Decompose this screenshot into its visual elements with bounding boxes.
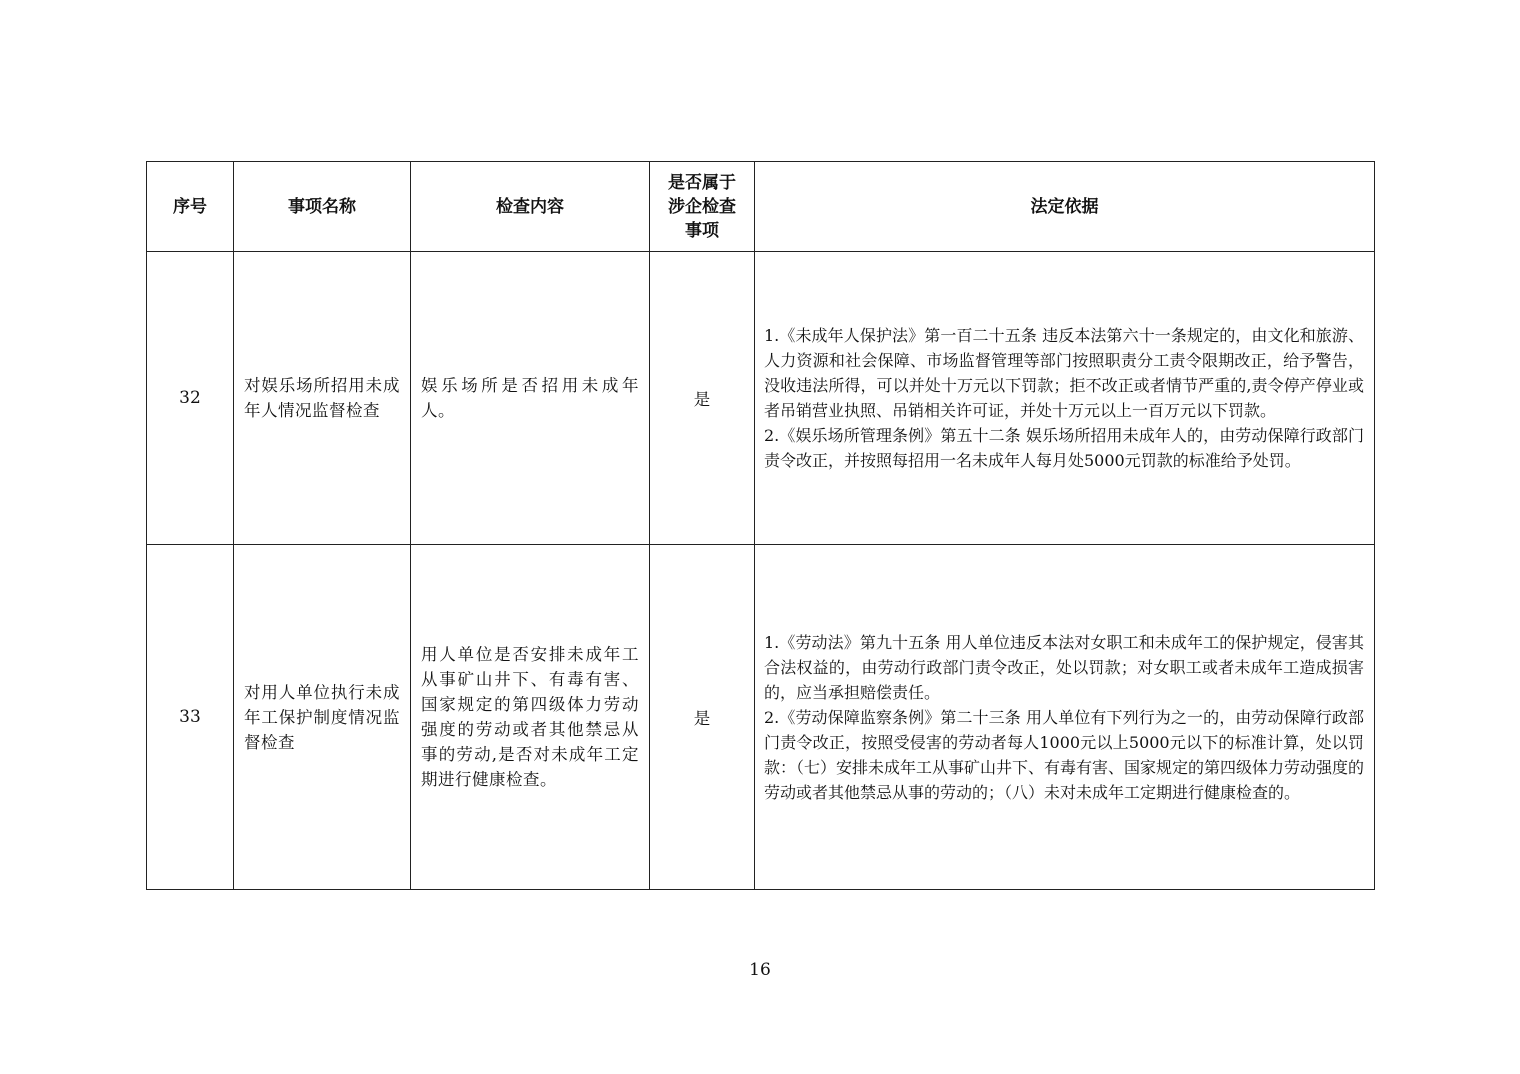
table-row <box>147 545 1375 890</box>
header-enterprise-related-label: 是否属于涉企检查事项 <box>668 172 736 241</box>
row-seq: 33 <box>147 545 234 890</box>
legal-basis-clause: 1.《劳动法》第九十五条 用人单位违反本法对女职工和未成年工的保护规定，侵害其合法权益的，由劳动行政部门责令改正，处以罚款；对女职工或者未成年工造成损害的，应当承担赔偿责任。 <box>764 632 1364 702</box>
table-row <box>147 252 1375 545</box>
row-check-content: 用人单位是否安排未成年工从事矿山井下、有毒有害、国家规定的第四级体力劳动强度的劳动或者其他禁忌从事的劳动,是否对未成年工定期进行健康检查。 <box>411 545 650 890</box>
legal-basis-clause: 2.《娱乐场所管理条例》第五十二条 娱乐场所招用未成年人的，由劳动保障行政部门责令改正，并按照每招用一名未成年人每月处5000元罚款的标准给予处罚。 <box>764 426 1364 470</box>
row-legal-basis <box>755 252 1375 545</box>
page-number: 16 <box>749 960 771 980</box>
header-seq: 序号 <box>147 162 234 252</box>
row-check-content: 娱乐场所是否招用未成年人。 <box>411 252 650 545</box>
legal-basis-clause: 2.《劳动保障监察条例》第二十三条 用人单位有下列行为之一的，由劳动保障行政部门责令改正，按照受侵害的劳动者每人1000元以上5000元以下的标准计算，处以罚款：（七）安排未成年工从事矿山井下、有毒有害、国家规定的第四级体力劳动强度的劳动或者其他禁忌从事的劳动的；（八）未对未成年工定期进行健康检查的。 <box>764 707 1365 802</box>
table-header-row <box>147 162 1375 252</box>
header-check-content: 检查内容 <box>411 162 650 252</box>
row-enterprise-related: 是 <box>650 252 755 545</box>
inspection-items-table <box>146 161 1375 890</box>
row-seq: 32 <box>147 252 234 545</box>
row-legal-basis <box>755 545 1375 890</box>
header-enterprise-related <box>650 162 755 252</box>
row-enterprise-related: 是 <box>650 545 755 890</box>
header-item-name: 事项名称 <box>234 162 411 252</box>
legal-basis-clause: 1.《未成年人保护法》第一百二十五条 违反本法第六十一条规定的，由文化和旅游、人力资源和社会保障、市场监督管理等部门按照职责分工责令限期改正，给予警告，没收违法所得，可以并处十万元以下罚款；拒不改正或者情节严重的,责令停产停业或者吊销营业执照、吊销相关许可证，并处十万元以上一百万元以下罚款。 <box>764 326 1364 420</box>
row-item-name: 对用人单位执行未成年工保护制度情况监督检查 <box>234 545 411 890</box>
row-item-name: 对娱乐场所招用未成年人情况监督检查 <box>234 252 411 545</box>
header-legal-basis: 法定依据 <box>755 162 1375 252</box>
